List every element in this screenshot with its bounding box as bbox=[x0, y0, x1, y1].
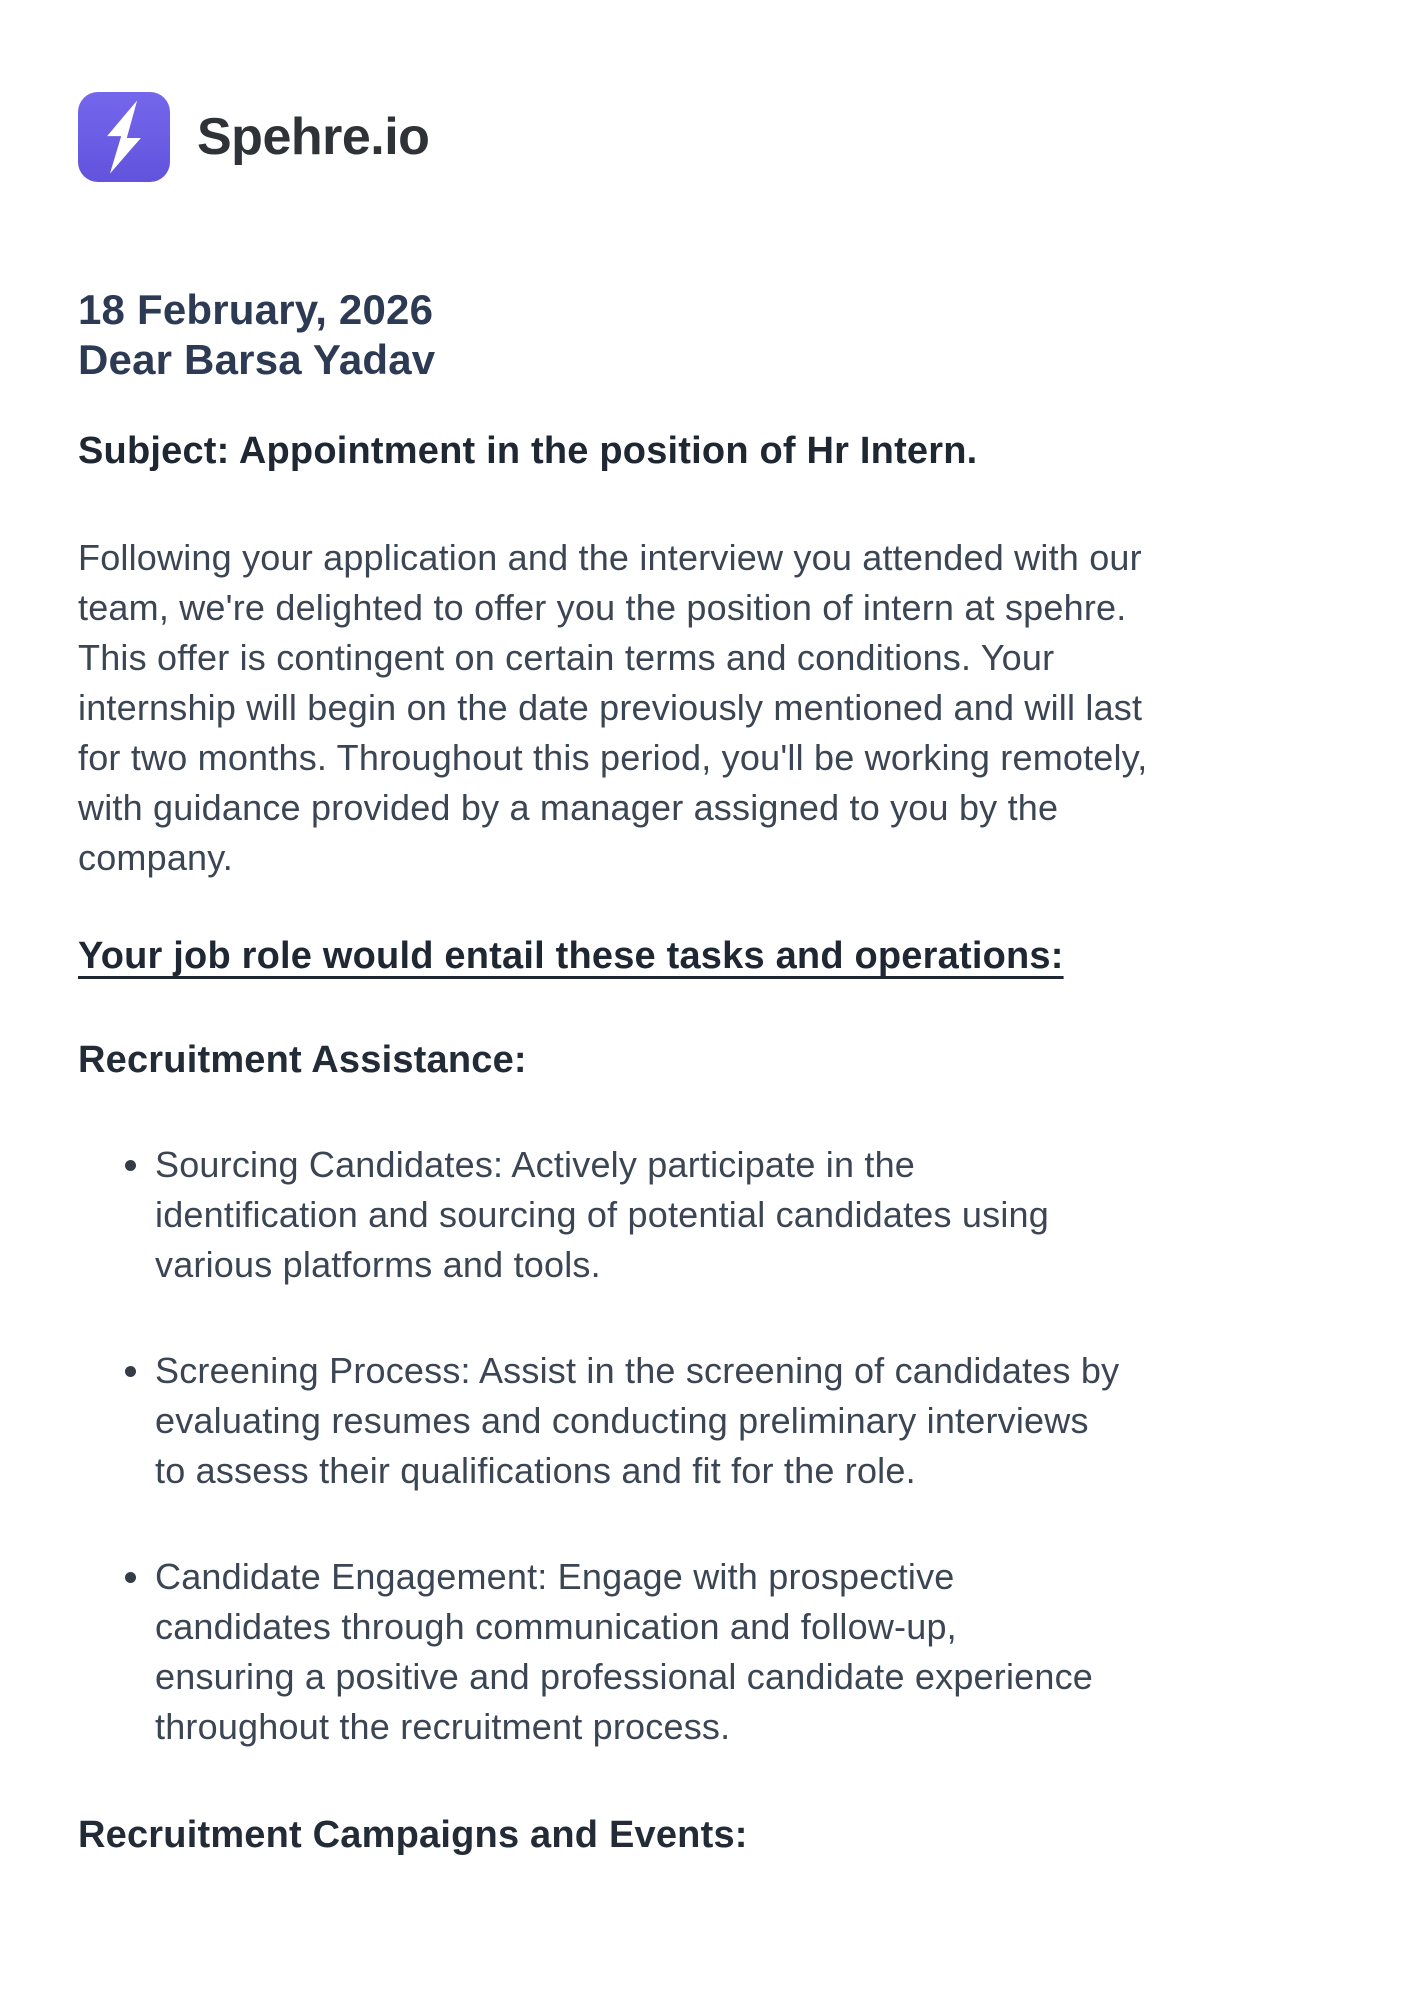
task-item-candidate-engagement bbox=[78, 1552, 1336, 1752]
subsection-recruitment-assistance: Recruitment Assistance: bbox=[78, 1039, 527, 1081]
bullet-line: to assess their qualifications and fit for the role. bbox=[155, 1450, 916, 1491]
intro-paragraph bbox=[78, 533, 1336, 883]
brand-name: Spehre.io bbox=[197, 108, 430, 166]
intro-line: This offer is contingent on certain terms and conditions. Your bbox=[78, 637, 1055, 678]
subsection-recruitment-campaigns: Recruitment Campaigns and Events: bbox=[78, 1814, 748, 1856]
intro-line: for two months. Throughout this period, you'll be working remotely, bbox=[78, 737, 1148, 778]
bullet-line: Screening Process: Assist in the screening of candidates by bbox=[155, 1350, 1120, 1391]
intro-line: with guidance provided by a manager assigned to you by the bbox=[78, 787, 1059, 828]
bullet-line: candidates through communication and follow-up, bbox=[155, 1606, 957, 1647]
task-item-sourcing-candidates bbox=[78, 1140, 1336, 1290]
letter-greeting: Dear Barsa Yadav bbox=[78, 336, 436, 383]
intro-line: Following your application and the interview you attended with our bbox=[78, 537, 1142, 578]
letter-header bbox=[78, 285, 1336, 385]
task-list bbox=[78, 1140, 1336, 1752]
bullet-line: Sourcing Candidates: Actively participate in the bbox=[155, 1144, 916, 1185]
intro-line: company. bbox=[78, 837, 234, 878]
task-item-screening-process bbox=[78, 1346, 1336, 1496]
section-heading-job-role: Your job role would entail these tasks and operations: bbox=[78, 935, 1064, 977]
bullet-line: Candidate Engagement: Engage with prospective bbox=[155, 1556, 955, 1597]
bullet-line: ensuring a positive and professional candidate experience bbox=[155, 1656, 1094, 1697]
bullet-line: throughout the recruitment process. bbox=[155, 1706, 731, 1747]
intro-line: team, we're delighted to offer you the position of intern at spehre. bbox=[78, 587, 1127, 628]
bullet-line: evaluating resumes and conducting preliminary interviews bbox=[155, 1400, 1089, 1441]
letter-date: 18 February, 2026 bbox=[78, 286, 434, 333]
brand-logo bbox=[78, 92, 1336, 182]
s-bolt-icon bbox=[78, 92, 170, 182]
intro-line: internship will begin on the date previously mentioned and will last bbox=[78, 687, 1143, 728]
bullet-line: various platforms and tools. bbox=[155, 1244, 601, 1285]
bullet-line: identification and sourcing of potential candidates using bbox=[155, 1194, 1049, 1235]
subject-line: Subject: Appointment in the position of Hr Intern. bbox=[78, 430, 978, 472]
